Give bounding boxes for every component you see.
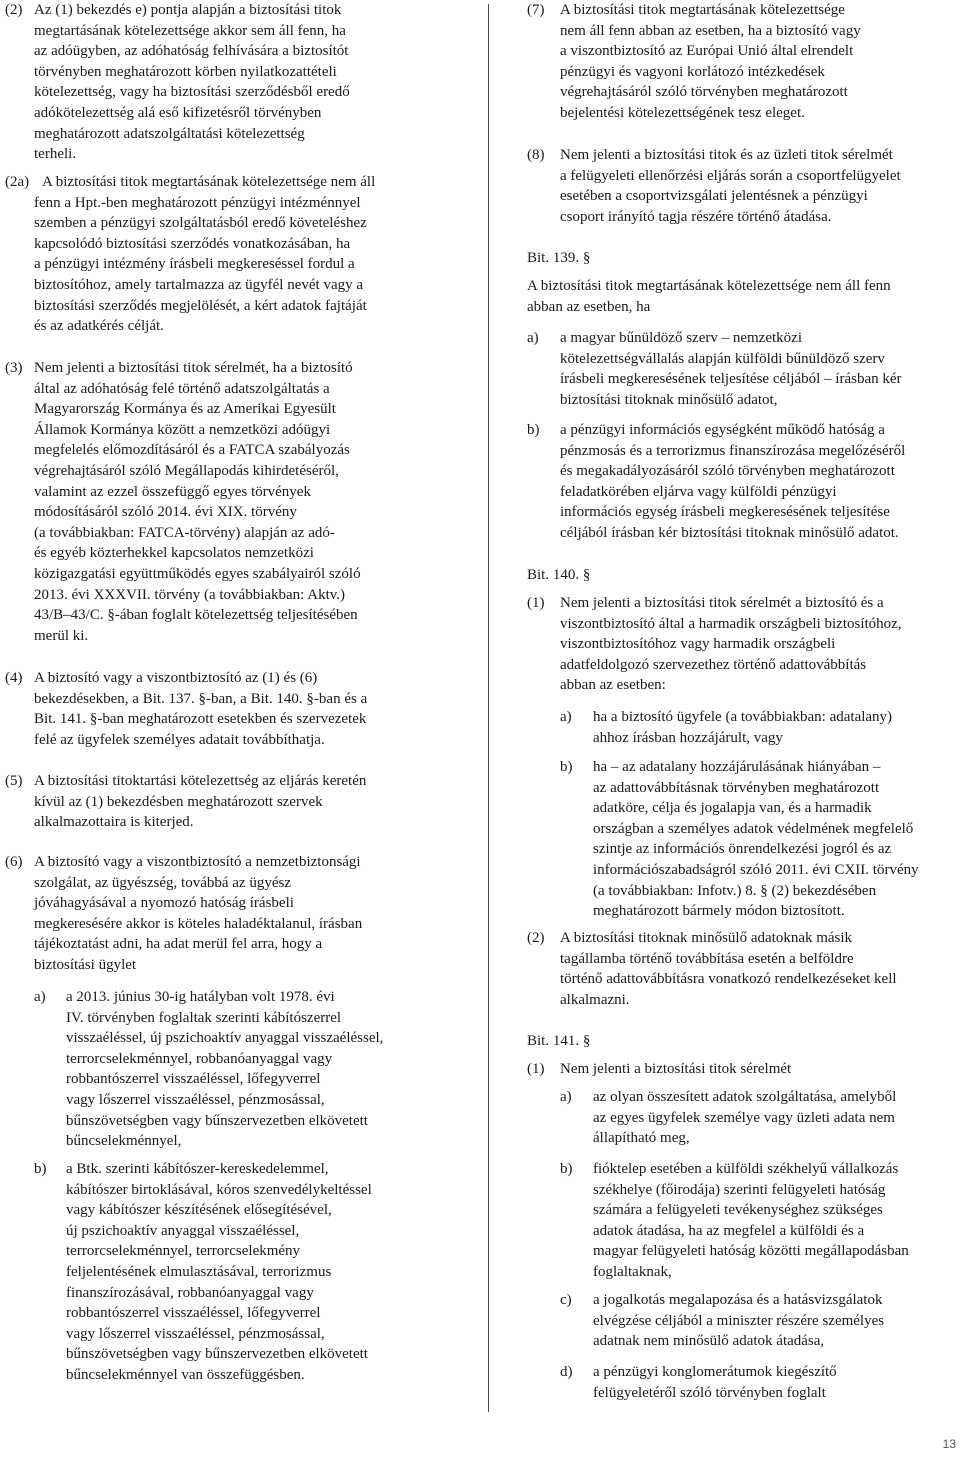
paragraph-number: b) [34, 1161, 47, 1177]
paragraph-line: (a továbbiakban: FATCA-törvény) alapján az adó- [34, 524, 335, 541]
paragraph-line: csoport irányító tagja részére történő átadása. [560, 208, 832, 225]
paragraph-line: vagy lőszerrel visszaéléssel, pénzmosással, [66, 1325, 325, 1342]
paragraph-line: a magyar bűnüldöző szerv – nemzetközi [560, 330, 802, 346]
section-heading [527, 248, 960, 269]
numbered-paragraph [527, 1290, 960, 1352]
paragraph-line: és az adatkérés célját. [34, 318, 164, 335]
paragraph-line: abban az esetben: [560, 677, 666, 694]
paragraph-line: adókötelezettség alá eső kifizetésről törvényben [34, 104, 322, 121]
paragraph-line: állapítható meg, [593, 1130, 690, 1147]
paragraph-line: jóváhagyásával a nyomozó hatóság írásbeli [34, 895, 294, 912]
paragraph-line: megtartásának kötelezettsége akkor sem áll fenn, ha [34, 22, 346, 39]
numbered-paragraph [527, 1087, 960, 1149]
paragraph-line: új pszichoaktív anyaggal visszaéléssel, [66, 1222, 300, 1239]
paragraph-line: és megakadályozásáról szóló törvényben meghatározott [560, 463, 895, 480]
paragraph-line: A biztosítási titoktartási kötelezettség az eljárás keretén [34, 773, 367, 789]
numbered-paragraph [527, 593, 960, 696]
paragraph-number: (1) [527, 1061, 545, 1077]
paragraph-line: 43/B–43/C. §-ában foglalt kötelezettség teljesítésében [34, 607, 358, 624]
paragraph-line: közigazgatási együttműködés egyes szabályairól szóló [34, 565, 361, 582]
paragraph-line: merül ki. [34, 627, 89, 644]
paragraph-line: céljából írásban kér biztosítási titoknak minősülő adatot. [560, 524, 899, 541]
paragraph-number: b) [560, 759, 573, 775]
paragraph-line: székhelye (főirodája) szerinti felügyeleti hatóság [593, 1181, 886, 1198]
numbered-paragraph [5, 358, 453, 646]
paragraph-line: biztosítási titoknak minősülő adatot, [560, 391, 778, 408]
paragraph-number: (2a) [5, 174, 30, 190]
paragraph-line: a 2013. június 30-ig hatályban volt 1978. évi [66, 989, 335, 1005]
paragraph-number: (1) [527, 595, 545, 611]
paragraph-line: kábítószer birtoklásával, kóros szenvedélykeltéssel [66, 1181, 372, 1198]
paragraph-line: biztosítóhoz, amely tartalmazza az ügyfél nevét vagy a [34, 276, 364, 293]
paragraph-line: biztosítási szerződés megjelölését, a kért adatok fajtáját [34, 297, 367, 314]
paragraph-number: (7) [527, 2, 545, 18]
paragraph-line: bűncselekménnyel, [66, 1133, 182, 1150]
paragraph-number: a) [560, 1089, 572, 1105]
paragraph-line: megfelelés előmozdításáról és a FATCA szabályozás [34, 442, 350, 459]
paragraph-line: feladatkörében eljárva vagy külföldi pénzügyi [560, 483, 837, 500]
paragraph-line: Magyarország Kormánya és az Amerikai Egyesült [34, 401, 336, 418]
paragraph-line: a viszontbiztosító az Európai Unió által elrendelt [560, 43, 854, 60]
paragraph-line: kötelezettség, vagy ha biztosítási szerződésből eredő [34, 84, 350, 101]
paragraph-line: információszabadságról szóló 2011. évi CXII. törvény [593, 861, 919, 878]
page-number: 13 [942, 1437, 956, 1451]
paragraph-line: abban az esetben, ha [527, 298, 651, 315]
paragraph-line: meghatározott bármely módon biztosított. [593, 903, 845, 920]
paragraph-number: (8) [527, 147, 545, 163]
paragraph-line: foglaltaknak, [593, 1263, 672, 1280]
paragraph-line: felügyeletéről szóló törvényben foglalt [593, 1384, 826, 1401]
paragraph-line: a pénzügyi információs egységként működő hatóság a [560, 422, 885, 438]
paragraph-line: kívül az (1) bekezdésben meghatározott szervek [34, 793, 323, 810]
paragraph-line: történő adattovábbításra vonatkozó rendelkezéseket kell [560, 971, 897, 988]
paragraph-number: (2) [5, 2, 23, 18]
paragraph-line: A biztosítási titok megtartásának kötelezettsége nem áll fenn [527, 278, 891, 294]
paragraph-line: ha a biztosító ügyfele (a továbbiakban: adatalany) [593, 709, 893, 725]
paragraph-line: elvégzése céljából a miniszter részére személyes [593, 1312, 885, 1329]
paragraph-number: c) [560, 1292, 572, 1308]
paragraph-line: a Btk. szerinti kábítószer-kereskedelemmel, [66, 1161, 329, 1177]
numbered-paragraph [527, 0, 960, 124]
paragraph-line: bűnszövetségben vagy bűnszervezetben elkövetett [66, 1112, 368, 1129]
numbered-paragraph [5, 172, 453, 337]
paragraph-line: Nem jelenti a biztosítási titok sérelmét a biztosító és a [560, 595, 884, 611]
paragraph-line: Nem jelenti a biztosítási titok sérelmét, ha a biztosító [34, 360, 353, 376]
paragraph-number: d) [560, 1364, 573, 1380]
paragraph-line: terrorcselekménnyel, terrorcselekmény [66, 1243, 301, 1260]
numbered-paragraph [5, 0, 453, 165]
paragraph-number: (2) [527, 930, 545, 946]
numbered-paragraph [5, 852, 453, 976]
paragraph-line: robbantószerrel visszaéléssel, lőfegyverrel [66, 1305, 321, 1322]
paragraph-line: valamint az ezzel összefüggő egyes törvények [34, 483, 311, 500]
paragraph-number: b) [527, 422, 540, 438]
column-divider [488, 4, 489, 1412]
paragraph-line: kapcsolódó biztosítási szerződés vonatkozásában, ha [34, 235, 351, 252]
paragraph-line: tagállamba történő továbbítása esetén a belföldre [560, 950, 854, 967]
paragraph-number: a) [560, 709, 572, 725]
paragraph-line: esetében a csoportvizsgálati jelentésnek a pénzügyi [560, 188, 868, 205]
paragraph-line: megkeresésére akkor is köteles haladéktalanul, írásban [34, 915, 363, 932]
paragraph-line: felé az ügyfelek személyes adatait továbbíthatja. [34, 731, 325, 748]
numbered-paragraph [527, 145, 960, 227]
paragraph-number: b) [560, 1161, 573, 1177]
paragraph-line: bűncselekménnyel van összefüggésben. [66, 1366, 305, 1383]
paragraph-line: Nem jelenti a biztosítási titok sérelmét [560, 1061, 792, 1077]
paragraph-line: bűnszövetségben vagy bűnszervezetben elkövetett [66, 1346, 368, 1363]
paragraph-line: adatnak nem minősülő adatok átadása, [593, 1333, 825, 1350]
paragraph-line: pénzügyi és vagyoni korlátozó intézkedések [560, 63, 825, 80]
paragraph-line: A biztosító vagy a viszontbiztosító az (1) és (6) [34, 670, 318, 686]
paragraph-line: adatköre, célja és jogalapja van, és a harmadik [593, 800, 872, 817]
numbered-paragraph [5, 987, 453, 1152]
numbered-paragraph [527, 757, 960, 922]
paragraph-line: végrehajtásáról szóló törvényben meghatározott [560, 84, 848, 101]
paragraph-line: meghatározott adatszolgáltatási kötelezettség [34, 125, 305, 142]
paragraph-line: IV. törvényben foglaltak szerinti kábítószerrel [66, 1009, 342, 1026]
numbered-paragraph [527, 1059, 960, 1080]
paragraph-line: az egyes ügyfelek személye vagy üzleti adata nem [593, 1109, 895, 1126]
paragraph-line: fenn a Hpt.-ben meghatározott pénzügyi intézménnyel [34, 194, 361, 211]
paragraph-line: szintje az információs önrendelkezési jogról és az [593, 841, 892, 858]
paragraph-line: A biztosítási titok megtartásának kötelezettsége [560, 2, 845, 18]
paragraph-line: ahhoz írásban hozzájárult, vagy [593, 729, 783, 746]
paragraph-line: viszontbiztosítóhoz vagy harmadik országbeli [560, 636, 836, 653]
paragraph-line: tájékoztatást adni, ha adat merül fel arra, hogy a [34, 936, 323, 953]
numbered-paragraph [527, 1362, 960, 1403]
paragraph-line: információs egység írásbeli megkeresésének teljesítése [560, 504, 890, 521]
paragraph-line: Nem jelenti a biztosítási titok és az üzleti titok sérelmét [560, 147, 893, 163]
paragraph-line: (a továbbiakban: Infotv.) 8. § (2) bekezdésében [593, 882, 877, 899]
paragraph-line: visszaéléssel, új pszichoaktív anyaggal visszaéléssel, [66, 1030, 384, 1047]
paragraph-line: kötelezettségvállalás alapján külföldi bűnüldöző szerv [560, 350, 885, 367]
paragraph-line: nem áll fenn abban az esetben, ha a biztosító vagy [560, 22, 861, 39]
numbered-paragraph [527, 928, 960, 1010]
paragraph-number: (4) [5, 670, 23, 686]
paragraph-line: terrorcselekménnyel, robbanóanyaggal vagy [66, 1050, 333, 1067]
paragraph-line: biztosítási ügylet [34, 956, 137, 973]
paragraph-line: Államok Kormánya között a nemzetközi adóügyi [34, 421, 331, 438]
paragraph-line: szemben a pénzügyi szolgáltatásból eredő követeléshez [34, 215, 367, 232]
paragraph-line: és egyéb közterhekkel kapcsolatos nemzetközi [34, 545, 314, 562]
paragraph-line: írásbeli megkeresésének teljesítése céljából – írásban kér [560, 371, 902, 388]
paragraph-line: vagy lőszerrel visszaéléssel, pénzmosással, [66, 1091, 325, 1108]
paragraph-line: törvényben meghatározott körben nyilatkozattételi [34, 63, 337, 80]
paragraph-line: alkalmazni. [560, 991, 630, 1008]
paragraph-number: (6) [5, 854, 23, 870]
numbered-paragraph [5, 1159, 453, 1386]
paragraph-line: a pénzügyi konglomerátumok kiegészítő [593, 1364, 837, 1380]
section-heading-text: Bit. 140. § [527, 567, 591, 583]
paragraph-line: terheli. [34, 146, 77, 163]
paragraph-line: feljelentésének elmulasztásával, terrorizmus [66, 1263, 332, 1280]
section-heading [527, 1031, 960, 1052]
paragraph-line: az adattovábbításnak törvényben meghatározott [593, 779, 880, 796]
paragraph-line: végrehajtásáról szóló Megállapodás kihirdetéséről, [34, 462, 339, 479]
paragraph-line: a pénzügyi intézmény írásbeli megkereséssel fordul a [34, 256, 355, 273]
paragraph [527, 276, 960, 317]
paragraph-line: vagy kábítószer készítésének elősegítésével, [66, 1202, 332, 1219]
paragraph-line: alkalmazottaira is kiterjed. [34, 814, 194, 831]
paragraph-line: A biztosítási titoknak minősülő adatoknak másik [560, 930, 853, 946]
paragraph-number: a) [34, 989, 46, 1005]
paragraph-line: az adóügyben, az adóhatóság felhívására a biztosítót [34, 43, 349, 60]
paragraph-line: bekezdésekben, a Bit. 137. §-ban, a Bit. 140. §-ban és a [34, 690, 368, 707]
numbered-paragraph [527, 1159, 960, 1283]
section-heading [527, 565, 960, 586]
paragraph-line: fióktelep esetében a külföldi székhelyű vállalkozás [593, 1161, 899, 1177]
paragraph-line: Bit. 141. §-ban meghatározott esetekben és szervezetek [34, 711, 367, 728]
section-heading-text: Bit. 139. § [527, 250, 591, 266]
paragraph-line: által az adóhatóság felé történő adatszolgáltatás a [34, 380, 330, 397]
paragraph-line: ha – az adatalany hozzájárulásának hiányában – [593, 759, 881, 775]
paragraph-line: Az (1) bekezdés e) pontja alapján a biztosítási titok [34, 2, 342, 18]
numbered-paragraph [527, 328, 960, 410]
paragraph-line: az olyan összesített adatok szolgáltatása, amelyből [593, 1089, 897, 1105]
paragraph-line: A biztosító vagy a viszontbiztosító a nemzetbiztonsági [34, 854, 361, 870]
paragraph-number: (5) [5, 773, 23, 789]
paragraph-line: robbantószerrel visszaéléssel, lőfegyverrel [66, 1071, 321, 1088]
paragraph-line: viszontbiztosító által a harmadik országbeli biztosítóhoz, [560, 615, 902, 632]
section-heading-text: Bit. 141. § [527, 1033, 591, 1049]
paragraph-line: adatok átadása, ha az megfelel a külföldi és a [593, 1222, 865, 1239]
paragraph-number: a) [527, 330, 539, 346]
paragraph-line: bejelentési kötelezettségének tesz eleget. [560, 104, 805, 121]
paragraph-line: számára a felügyeleti tevékenységhez szükséges [593, 1202, 883, 1219]
paragraph-line: a felügyeleti ellenőrzési eljárás során a csoportfelügyelet [560, 167, 901, 184]
numbered-paragraph [5, 771, 453, 833]
paragraph-line: pénzmosás és a terrorizmus finanszírozása megelőzéséről [560, 442, 906, 459]
paragraph-line: szolgálat, az ügyészség, továbbá az ügyész [34, 874, 291, 891]
numbered-paragraph [527, 707, 960, 748]
paragraph-line: 2013. évi XXXVII. törvény (a továbbiakban: Aktv.) [34, 586, 346, 603]
paragraph-number: (3) [5, 360, 23, 376]
paragraph-line: országban a személyes adatok védelmének megfelelő [593, 820, 914, 837]
paragraph-line: módosításáról szóló 2014. évi XIX. törvény [34, 504, 297, 521]
numbered-paragraph [527, 420, 960, 544]
paragraph-line: finanszírozásával, robbanóanyaggal vagy [66, 1284, 314, 1301]
paragraph-line: A biztosítási titok megtartásának kötelezettsége nem áll [42, 174, 376, 190]
numbered-paragraph [5, 668, 453, 750]
paragraph-line: a jogalkotás megalapozása és a hatásvizsgálatok [593, 1292, 883, 1308]
paragraph-line: magyar felügyeleti hatóság közötti megállapodásban [593, 1243, 909, 1260]
paragraph-line: adatfeldolgozó szervezethez történő adattovábbítás [560, 656, 867, 673]
